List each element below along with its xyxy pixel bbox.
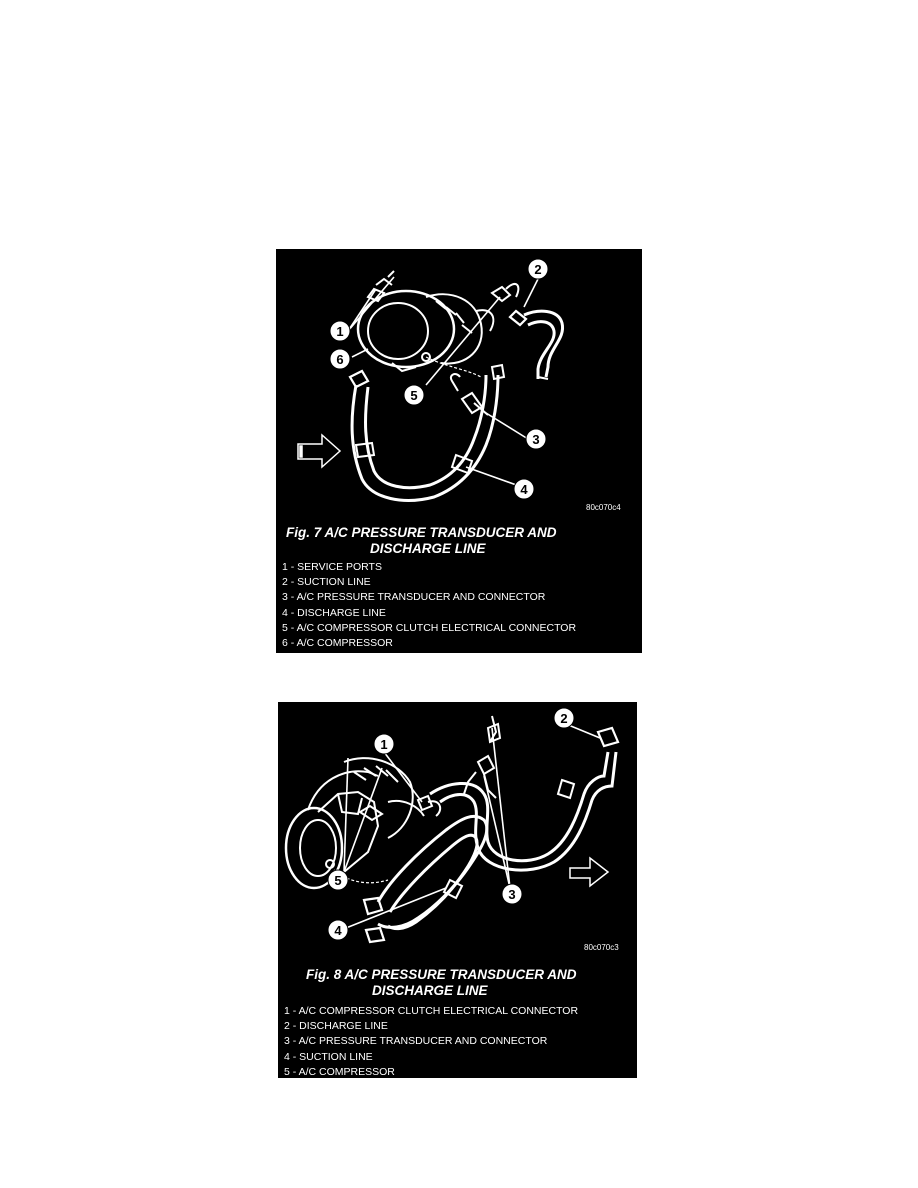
legend-item: 3 - A/C PRESSURE TRANSDUCER AND CONNECTOR [282, 591, 546, 604]
legend-item: 2 - DISCHARGE LINE [284, 1020, 388, 1033]
callout-label: 4 [334, 923, 342, 938]
figure-7-illustration [276, 249, 642, 519]
figure-7 [276, 249, 642, 653]
callout-label: 5 [410, 388, 418, 403]
figure-legend [282, 560, 576, 651]
callout-label: 2 [560, 711, 568, 726]
callout-label: 6 [336, 352, 344, 367]
legend-item: 5 - A/C COMPRESSOR [284, 1065, 395, 1078]
callout-label: 4 [520, 482, 528, 497]
legend-item: 6 - A/C COMPRESSOR [282, 637, 393, 650]
figure-8-illustration [278, 702, 637, 962]
figure-caption [286, 525, 557, 557]
legend-item: 1 - A/C COMPRESSOR CLUTCH ELECTRICAL CONNECTOR [284, 1005, 579, 1017]
callout-label: 1 [336, 324, 344, 339]
legend-item: 3 - A/C PRESSURE TRANSDUCER AND CONNECTOR [284, 1035, 548, 1048]
callout-label: 1 [380, 737, 388, 752]
legend-item: 5 - A/C COMPRESSOR CLUTCH ELECTRICAL CONNECTOR [282, 621, 577, 634]
callout-label: 2 [534, 262, 542, 277]
figure-legend [284, 1004, 578, 1078]
caption-line-1: Fig. 7 A/C PRESSURE TRANSDUCER AND [286, 525, 557, 540]
figure-caption [306, 967, 577, 999]
caption-line-1: Fig. 8 A/C PRESSURE TRANSDUCER AND [306, 967, 577, 982]
callout-label: 3 [532, 432, 540, 447]
caption-line-2: DISCHARGE LINE [370, 541, 486, 556]
legend-item: 4 - DISCHARGE LINE [282, 606, 386, 619]
legend-item: 1 - SERVICE PORTS [282, 561, 382, 573]
legend-item: 2 - SUCTION LINE [282, 576, 371, 589]
legend-item: 4 - SUCTION LINE [284, 1050, 373, 1063]
caption-line-2: DISCHARGE LINE [372, 983, 488, 998]
figure-code: 80c070c4 [586, 503, 621, 512]
figure-8 [278, 702, 637, 1078]
figure-code: 80c070c3 [584, 943, 619, 952]
callout-label: 5 [334, 873, 342, 888]
callout-label: 3 [508, 887, 516, 902]
